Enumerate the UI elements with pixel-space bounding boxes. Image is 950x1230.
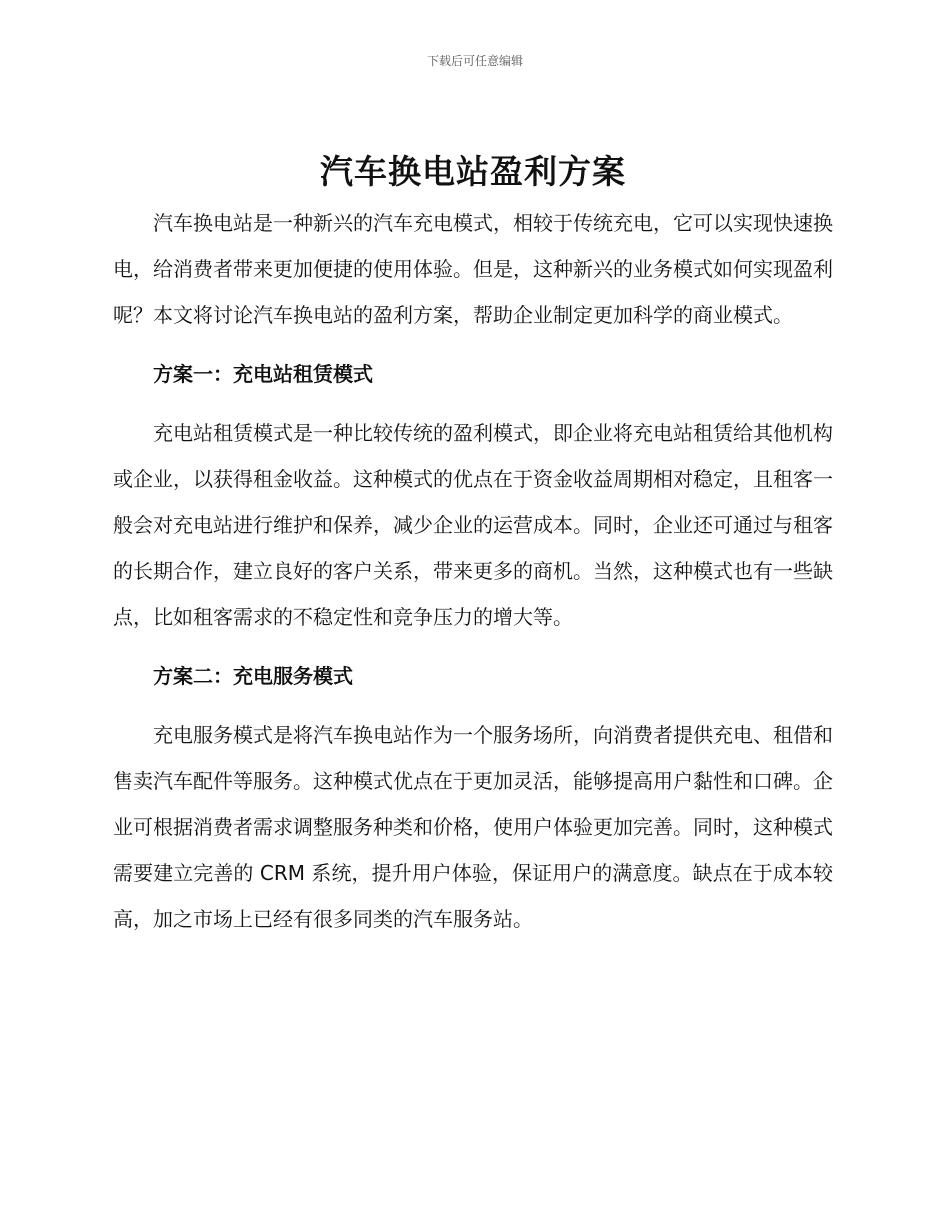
document-body bbox=[113, 148, 833, 942]
page-header-note: 下载后可任意编辑 bbox=[426, 54, 523, 68]
section-body-2: 充电服务模式是将汽车换电站作为一个服务场所，向消费者提供充电、租借和售卖汽车配件等服务。这种模式优点在于更加灵活，能够提高用户黏性和口碑。企业可根据消费者需求调整服务种类和价格，使用户体验更加完善。同时，这种模式需要建立完善的 CRM 系统，提升用户体验，保证用户的满意度。缺点在于成本较高，加之市场上已经有很多同类的汽车服务站。 bbox=[113, 723, 833, 931]
intro-paragraph: 汽车换电站是一种新兴的汽车充电模式，相较于传统充电，它可以实现快速换电，给消费者带来更加便捷的使用体验。但是，这种新兴的业务模式如何实现盈利呢？本文将讨论汽车换电站的盈利方案，帮助企业制定更加科学的商业模式。 bbox=[113, 211, 833, 327]
section-heading-2: 方案二：充电服务模式 bbox=[153, 664, 353, 688]
section-body-1: 充电站租赁模式是一种比较传统的盈利模式，即企业将充电站租赁给其他机构或企业，以获得租金收益。这种模式的优点在于资金收益周期相对稳定，且租客一般会对充电站进行维护和保养，减少企业的运营成本。同时，企业还可通过与租客的长期合作，建立良好的客户关系，带来更多的商机。当然，这种模式也有一些缺点，比如租客需求的不稳定性和竞争压力的增大等。 bbox=[113, 421, 833, 629]
document-title: 汽车换电站盈利方案 bbox=[320, 152, 626, 191]
section-heading-1: 方案一：充电站租赁模式 bbox=[153, 362, 373, 386]
